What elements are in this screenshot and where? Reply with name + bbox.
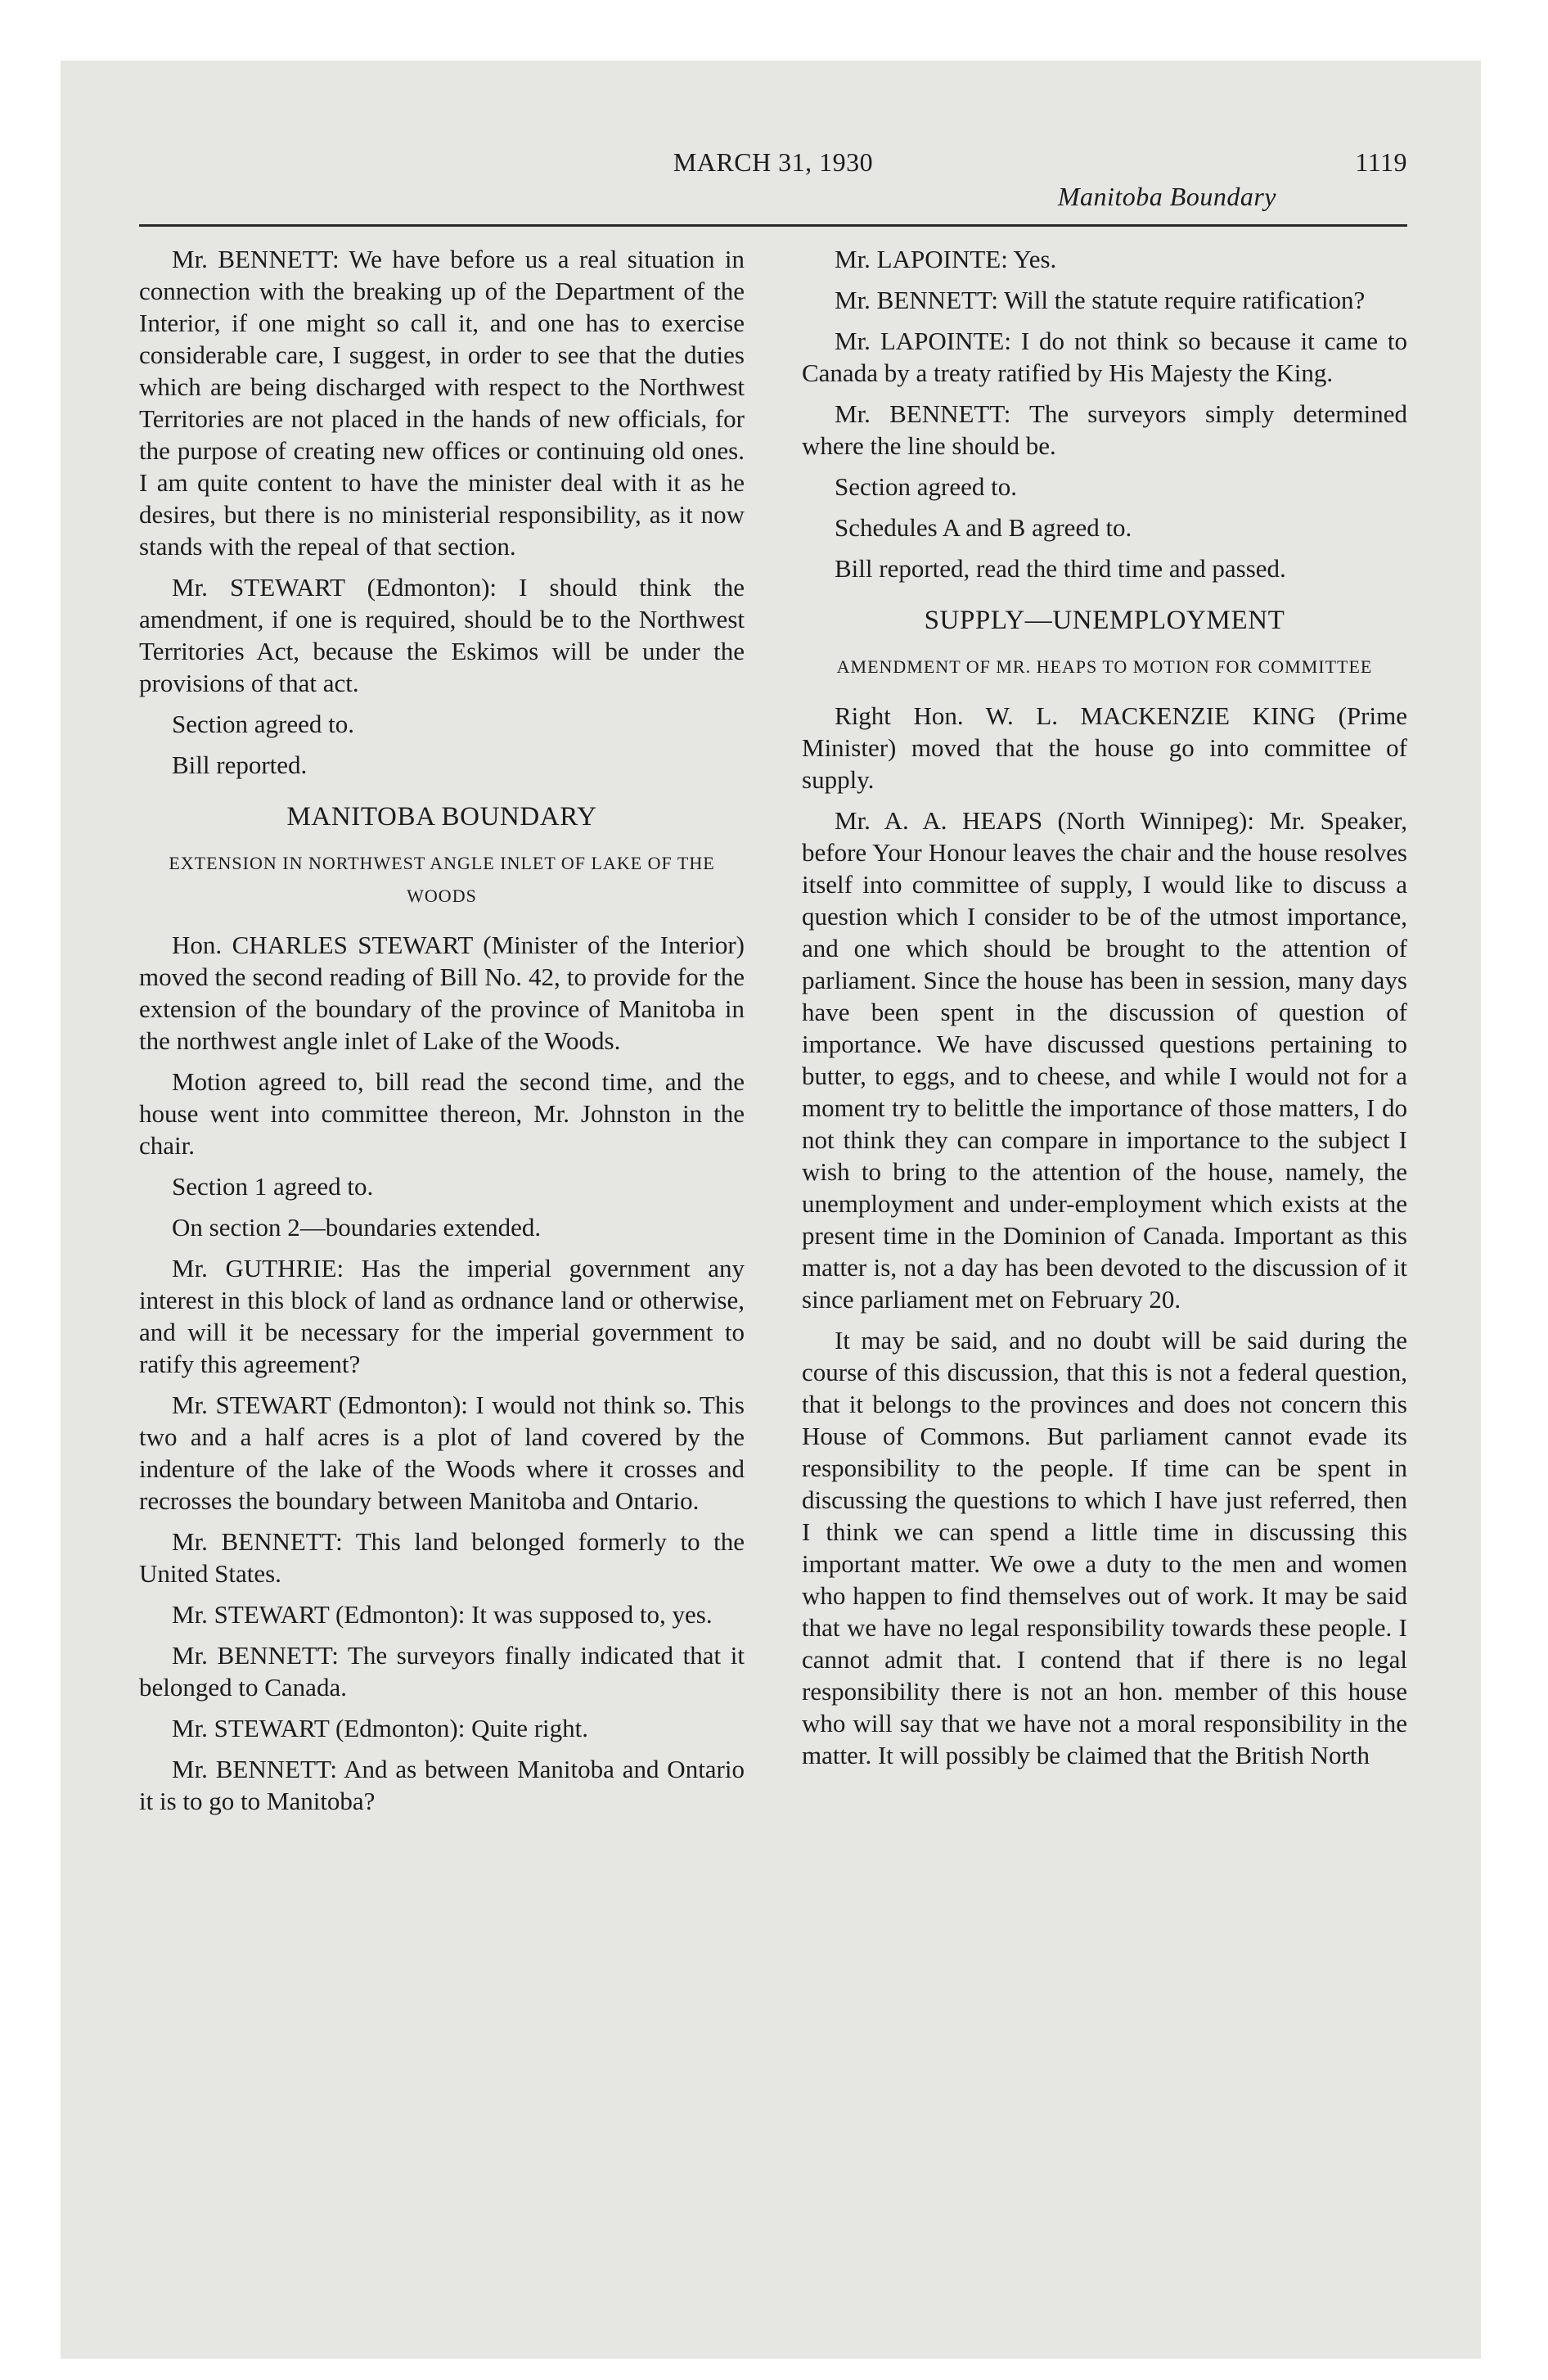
section-subheading: EXTENSION IN NORTHWEST ANGLE INLET OF LAKE OF THE WOODS bbox=[169, 853, 715, 906]
paragraph: Mr. STEWART (Edmonton): It was supposed to, yes. bbox=[172, 1600, 713, 1629]
header-date: MARCH 31, 1930 bbox=[673, 147, 874, 177]
paragraph: Section 1 agreed to. bbox=[172, 1172, 374, 1201]
paragraph: Mr. BENNETT: The surveyors simply determined where the line should be. bbox=[802, 399, 1407, 460]
paragraph: Mr. BENNETT: And as between Manitoba and Ontario it is to go to Manitoba? bbox=[139, 1755, 745, 1815]
paragraph: Mr. LAPOINTE: I do not think so because it came to Canada by a treaty ratified by His Majesty the King. bbox=[802, 327, 1407, 387]
paragraph: Mr. STEWART (Edmonton): Quite right. bbox=[172, 1714, 589, 1742]
paragraph: Mr. STEWART (Edmonton): I would not think so. This two and a half acres is a plot of land covered by the indenture of the lake of the Woods where it crosses and recrosses the boundary between Manitoba and Ontario. bbox=[139, 1391, 745, 1515]
section-heading-manitoba-boundary: MANITOBA BOUNDARY bbox=[286, 802, 597, 832]
paragraph: Section agreed to. bbox=[835, 472, 1017, 501]
paragraph: On section 2—boundaries extended. bbox=[172, 1213, 542, 1242]
paragraph: Motion agreed to, bill read the second time, and the house went into committee thereon, Mr. Johnston in the chair. bbox=[139, 1067, 745, 1160]
paragraph: Mr. LAPOINTE: Yes. bbox=[835, 245, 1057, 273]
hansard-page bbox=[139, 139, 1407, 1826]
paragraph: It may be said, and no doubt will be said during the course of this discussion, that this is not a federal question, that it belongs to the provinces and does not concern this House of Commons. But parliament cannot evade its responsibility to the people. If time can be spent in discussing the questions to which I have just referred, then I think we can spend a little time in discussing this important matter. We owe a duty to the men and women who happen to find themselves out of work. It may be said that we have no legal responsibility towards these people. I cannot admit that. I contend that if there is no legal responsibility there is not an hon. member of this house who will say that we have not a moral responsibility in the matter. It will possibly be claimed that the British North bbox=[802, 1326, 1407, 1769]
running-header bbox=[139, 139, 1407, 221]
paragraph: Mr. BENNETT: Will the statute require ratification? bbox=[835, 286, 1366, 314]
header-rule bbox=[139, 224, 1407, 227]
section-heading-supply-unemployment: SUPPLY—UNEMPLOYMENT bbox=[924, 606, 1285, 635]
paragraph: Schedules A and B agreed to. bbox=[835, 513, 1132, 542]
left-column bbox=[139, 243, 745, 1826]
section-subheading: AMENDMENT OF MR. HEAPS TO MOTION FOR COMMITTEE bbox=[836, 656, 1373, 677]
two-column-body bbox=[139, 243, 1407, 1826]
paragraph: Mr. GUTHRIE: Has the imperial government any interest in this block of land as ordnance land or otherwise, and will it be necessary for the imperial government to ratify this agreement? bbox=[139, 1254, 745, 1378]
paragraph: Mr. A. A. HEAPS (North Winnipeg): Mr. Speaker, before Your Honour leaves the chair and the house resolves itself into committee of supply, I would like to discuss a question which I consider to be of the utmost importance, and one which should be brought to the attention of parliament. Since the house has been in session, many days have been spent in the discussion of question of importance. We have discussed questions pertaining to butter, to eggs, and to cheese, and while I would not for a moment try to belittle the importance of those matters, I do not think they can compare in importance to the subject I wish to bring to the attention of the house, namely, the unemployment and under-employment which exists at the present time in the Dominion of Canada. Important as this matter is, not a day has been devoted to the discussion of it since parliament met on February 20. bbox=[802, 806, 1407, 1314]
paragraph: Mr. STEWART (Edmonton): I should think the amendment, if one is required, should be to the Northwest Territories Act, because the Eskimos will be under the provisions of that act. bbox=[139, 573, 745, 697]
paragraph: Hon. CHARLES STEWART (Minister of the Interior) moved the second reading of Bill No. 42, to provide for the extension of the boundary of the province of Manitoba in the northwest angle inlet of Lake of the Woods. bbox=[139, 931, 745, 1055]
paragraph: Bill reported. bbox=[172, 751, 308, 779]
right-column bbox=[802, 243, 1407, 1826]
paragraph: Bill reported, read the third time and passed. bbox=[835, 554, 1286, 583]
page-number: 1119 bbox=[1355, 147, 1407, 177]
paragraph: Mr. BENNETT: The surveyors finally indicated that it belonged to Canada. bbox=[139, 1641, 745, 1702]
paragraph: Mr. BENNETT: We have before us a real situation in connection with the breaking up of the Department of the Interior, if one might so call it, and one has to exercise considerable care, I suggest, in order to see that the duties which are being discharged with respect to the Northwest Territories are not placed in the hands of new officials, for the purpose of creating new offices or continuing old ones. I am quite content to have the minister deal with it as he desires, but there is no ministerial responsibility, as it now stands with the repeal of that section. bbox=[139, 245, 745, 561]
header-section-title: Manitoba Boundary bbox=[1057, 182, 1276, 211]
paragraph: Right Hon. W. L. MACKENZIE KING (Prime Minister) moved that the house go into committee of supply. bbox=[802, 701, 1407, 794]
paragraph: Mr. BENNETT: This land belonged formerly to the United States. bbox=[139, 1527, 745, 1588]
paragraph: Section agreed to. bbox=[172, 710, 354, 738]
